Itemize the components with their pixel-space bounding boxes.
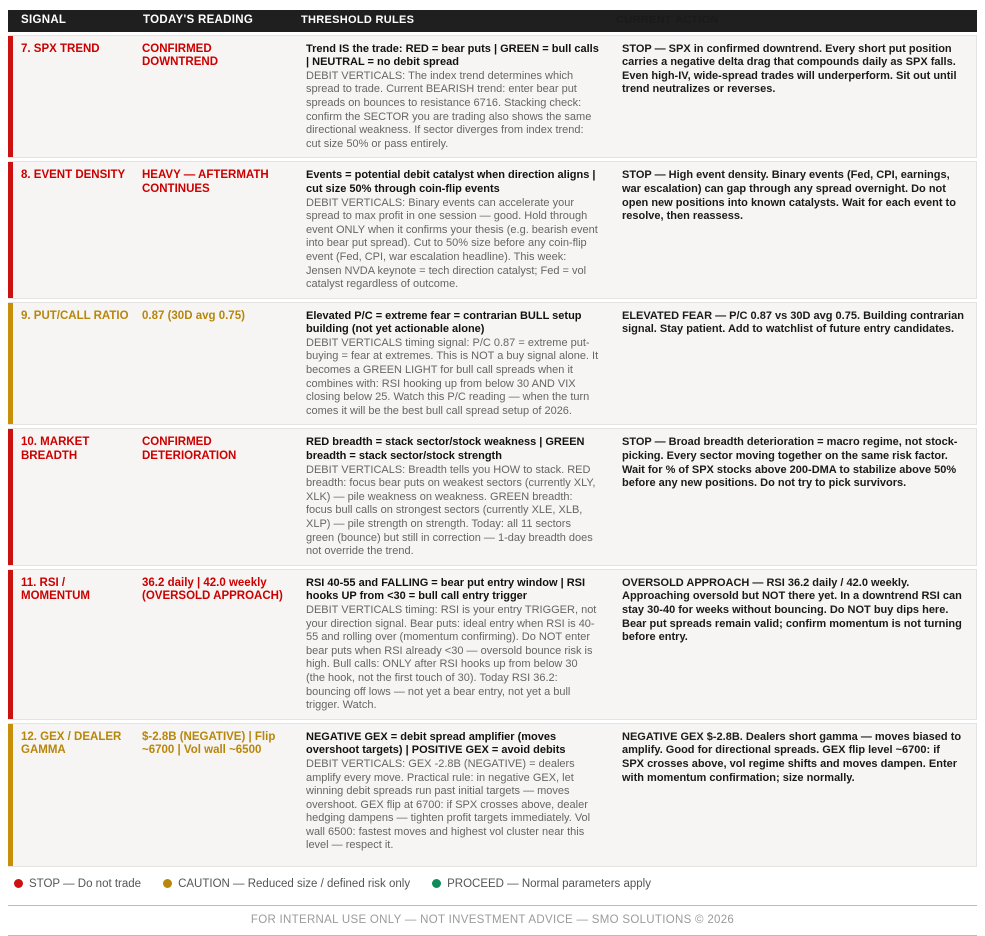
legend-item-caution <box>163 878 410 890</box>
action-cell: OVERSOLD APPROACH — RSI 36.2 daily / 42.0 weekly. Approaching oversold but NOT there yet. In a downtrend RSI can stay 30-40 for weeks without bouncing. Do NOT buy dips here. Bear put spreads remain valid; confirm momentum is not turning before entry. <box>622 576 962 644</box>
rule-headline: Elevated P/C = extreme fear = contrarian BULL setup building (not yet actionable alone) <box>306 309 582 336</box>
legend-label: STOP — Do not trade <box>29 877 142 890</box>
signal-cell: 9. PUT/CALL RATIO <box>21 309 129 322</box>
reading-cell: $-2.8B (NEGATIVE) | Flip ~6700 | Vol wall ~6500 <box>142 730 276 757</box>
caution-dot-icon <box>163 879 172 888</box>
reading-cell: 36.2 daily | 42.0 weekly (OVERSOLD APPROACH) <box>142 576 283 603</box>
signal-cell: 11. RSI / MOMENTUM <box>21 576 90 603</box>
stop-dot-icon <box>14 879 23 888</box>
reading-cell: CONFIRMED DOWNTREND <box>142 42 219 69</box>
header-cell-signal: SIGNAL <box>21 14 67 26</box>
rule-headline: RSI 40-55 and FALLING = bear put entry window | RSI hooks UP from <30 = bull call entry trigger <box>306 576 586 603</box>
rule-detail: DEBIT VERTICALS: Breadth tells you HOW to stack. RED breadth: focus bear puts on weakest sectors (currently XLY, XLK) — pile weakness on weakness. GREEN breadth: focus bull calls on strongest sectors (currently XLE, XLB, XLP) — pile strength on strength. Today: all 11 sectors green (bounce) but still in correction — 1-day breadth does not override the trend. <box>306 463 596 558</box>
legend-item-proceed <box>432 878 651 890</box>
rules-cell <box>298 162 613 297</box>
action-cell: STOP — Broad breadth deterioration = macro regime, not stock-picking. Every sector moving together on the same risk factor. Wait for % of SPX stocks above 200-DMA to stabilize above 50% before any new positions. Do not try to pick survivors. <box>622 436 958 490</box>
rule-detail: DEBIT VERTICALS: GEX -2.8B (NEGATIVE) = dealers amplify every move. Practical rule: in negative GEX, let winning debit spreads run past initial targets — moves overshoot. GEX flip at 6700: if SPX crosses above, dealer hedging dampens — tighten profit targets immediately. Vol wall 6500: fastest moves and highest vol cluster near this level — respect it. <box>306 757 591 852</box>
table-header <box>8 10 977 32</box>
rule-headline: Events = potential debit catalyst when direction aligns | cut size 50% through coin-flip events <box>306 169 596 195</box>
action-cell: NEGATIVE GEX $-2.8B. Dealers short gamma — moves biased to amplify. Good for directional spreads. GEX flip level ~6700: if SPX crosses above, vol regime shifts and moves dampen. Enter with momentum confirmation; size normally. <box>622 730 962 784</box>
header-cell-rules: THRESHOLD RULES <box>301 14 415 26</box>
rules-cell <box>298 303 613 425</box>
signal-cell: 7. SPX TREND <box>21 42 100 55</box>
rule-headline: NEGATIVE GEX = debit spread amplifier (moves overshoot targets) | POSITIVE GEX = avoid debits <box>306 730 566 757</box>
action-cell: ELEVATED FEAR — P/C 0.87 vs 30D avg 0.75. Building contrarian signal. Stay patient. Add to watchlist of future entry candidates. <box>622 309 964 336</box>
table-row-market-breadth <box>8 428 977 565</box>
rule-detail: DEBIT VERTICALS timing: RSI is your entry TRIGGER, not your direction signal. Bear puts: ideal entry when RSI is 40-55 and rolling over (momentum confirming). Do NOT enter bear puts when RSI already <30 — oversold bounce risk is high. Bull calls: ONLY after RSI hooks up from below 30 (the hook, not the first touch of 30). Today RSI 36.2: bouncing off lows — not yet a bear entry, not yet a bull trigger. Watch. <box>306 603 597 712</box>
signal-cell: 8. EVENT DENSITY <box>21 169 126 182</box>
table-row-gex-dealer-gamma <box>8 723 977 867</box>
rule-detail: DEBIT VERTICALS: Binary events can accelerate your spread to max profit in one session — good. Hold through event ONLY when it confirms your thesis (e.g. bearish event into bear put spread). Cut to 50% size before any coin-flip event (Fed, CPI, war escalation headline). This week: Jensen NVDA keynote = tech direction catalyst; Fed = vol catalyst regardless of outcome. <box>306 196 598 291</box>
rules-cell <box>298 724 613 866</box>
rule-headline: RED breadth = stack sector/stock weakness | GREEN breadth = stack sector/stock strength <box>306 436 585 463</box>
table-row-event-density <box>8 161 977 298</box>
status-legend <box>14 878 977 890</box>
legend-label: CAUTION — Reduced size / defined risk only <box>178 877 411 890</box>
table-row-put-call-ratio <box>8 302 977 426</box>
rules-cell <box>298 429 613 564</box>
table-row-spx-trend <box>8 35 977 159</box>
table-row-rsi-momentum <box>8 569 977 720</box>
header-cell-action: CURRENT ACTION <box>616 14 719 26</box>
rule-detail: DEBIT VERTICALS timing signal: P/C 0.87 = extreme put-buying = fear at extremes. This is NOT a buy signal alone. It becomes a GREEN LIGHT for bull call spreads when it combines with: RSI hooking up from below 30 AND VIX closing below 25. Watch this P/C reading — when the turn comes it will be the best bull call spread setup of 2026. <box>306 336 599 417</box>
signal-cell: 10. MARKET BREADTH <box>21 436 90 463</box>
reading-cell: HEAVY — AFTERMATH CONTINUES <box>142 169 269 195</box>
header-cell-reading: TODAY'S READING <box>143 14 254 26</box>
legend-item-stop <box>14 878 141 890</box>
signal-dashboard-table <box>8 10 977 867</box>
rules-cell <box>298 36 613 158</box>
disclaimer-footer: FOR INTERNAL USE ONLY — NOT INVESTMENT ADVICE — SMO SOLUTIONS © 2026 <box>8 905 977 936</box>
signal-cell: 12. GEX / DEALER GAMMA <box>21 730 122 757</box>
legend-label: PROCEED — Normal parameters apply <box>447 877 651 890</box>
rule-headline: Trend IS the trade: RED = bear puts | GREEN = bull calls | NEUTRAL = no debit spread <box>306 42 599 69</box>
rules-cell <box>298 570 613 719</box>
action-cell: STOP — High event density. Binary events (Fed, CPI, earnings, war escalation) can gap through any spread overnight. Do not open new positions into known catalysts. Wait for each event to resolve, then reassess. <box>622 169 956 223</box>
proceed-dot-icon <box>432 879 441 888</box>
action-cell: STOP — SPX in confirmed downtrend. Every short put position carries a negative delta drag that compounds daily as SPX falls. Even high-IV, wide-spread trades will underperform. Sit out until trend neutralizes or reverses. <box>622 42 957 96</box>
reading-cell: 0.87 (30D avg 0.75) <box>142 309 245 322</box>
rule-detail: DEBIT VERTICALS: The index trend determines which spread to trade. Current BEARISH trend: enter bear put spreads on bounces to resistance 6716. Stacking check: confirm the SECTOR you are trading also shows the same directional weakness. If sector diverges from index trend: cut size 50% or pass entirely. <box>306 69 592 150</box>
reading-cell: CONFIRMED DETERIORATION <box>142 436 237 463</box>
